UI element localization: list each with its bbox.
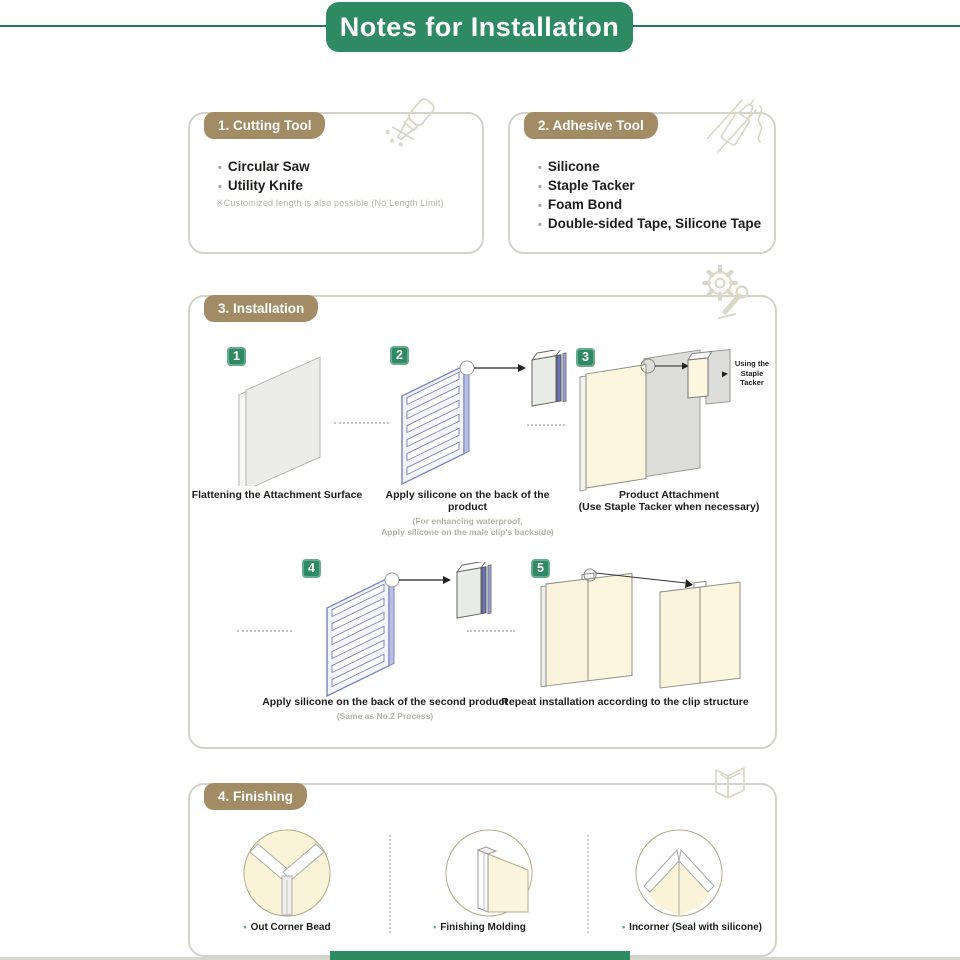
tool-name: Foam Bond bbox=[547, 197, 623, 212]
caption-subtext bbox=[260, 711, 510, 722]
finishing-section bbox=[188, 783, 777, 957]
corner-molding-icon bbox=[704, 762, 756, 814]
list-item bbox=[538, 177, 761, 196]
dotted-separator bbox=[237, 630, 292, 632]
bullet-icon: • bbox=[243, 922, 247, 932]
bullet-icon: • bbox=[538, 162, 542, 174]
caption-text: Product Attachment bbox=[619, 489, 719, 501]
finishing-molding-illustration bbox=[444, 828, 534, 918]
list-item bbox=[218, 177, 310, 196]
step1-caption bbox=[190, 489, 364, 501]
caption-text: Repeat installation according to the clip structure bbox=[501, 696, 749, 708]
bullet-icon: • bbox=[622, 922, 626, 932]
finishing-item-label: Out Corner Bead bbox=[250, 922, 331, 933]
step1-flat-panel-illustration bbox=[230, 344, 330, 486]
caption-text: Apply silicone on the back of the second product bbox=[262, 696, 508, 708]
list-item bbox=[218, 158, 310, 177]
bullet-icon: • bbox=[218, 181, 222, 193]
bullet-icon: • bbox=[538, 181, 542, 193]
step-number-badge: 1 bbox=[227, 347, 246, 366]
dotted-separator bbox=[334, 422, 389, 424]
caption-text: Flattening the Attachment Surface bbox=[191, 489, 363, 501]
annotation-line: Staple Tacker bbox=[740, 368, 764, 387]
list-item bbox=[538, 215, 761, 234]
adhesive-tool-section bbox=[508, 112, 776, 254]
step5-caption bbox=[500, 696, 750, 708]
incorner-illustration bbox=[634, 828, 724, 918]
dotted-separator bbox=[527, 424, 565, 426]
cutting-note: ※Customized length is also possible (No Length Limit) bbox=[216, 198, 444, 208]
cutting-tool-list bbox=[218, 158, 310, 196]
list-item bbox=[538, 196, 761, 215]
caption-subtext bbox=[365, 516, 570, 537]
staple-tacker-annotation bbox=[728, 359, 776, 388]
page-title: Notes for Installation bbox=[326, 2, 633, 52]
step-number-badge: 3 bbox=[576, 348, 595, 367]
footer-accent-bar bbox=[330, 951, 630, 960]
adhesive-tool-label: 2. Adhesive Tool bbox=[524, 112, 658, 139]
tool-name: Silicone bbox=[547, 159, 600, 174]
cutting-tool-section bbox=[188, 112, 484, 254]
step4-silicone-back-illustration bbox=[317, 562, 502, 712]
step-number-badge: 5 bbox=[531, 559, 550, 578]
bullet-icon: • bbox=[538, 219, 542, 231]
dotted-separator bbox=[467, 630, 515, 632]
bullet-icon: • bbox=[218, 162, 222, 174]
tool-name: Staple Tacker bbox=[547, 178, 635, 193]
tool-name: Circular Saw bbox=[227, 159, 310, 174]
subtext-line: Apply silicone on the male clip's backside) bbox=[381, 526, 554, 537]
installation-label: 3. Installation bbox=[204, 295, 318, 322]
annotation-line: Using the bbox=[734, 359, 770, 368]
finishing-item-label: Finishing Molding bbox=[440, 922, 526, 933]
tool-name: Utility Knife bbox=[227, 178, 303, 193]
dotted-vertical-separator bbox=[587, 835, 589, 933]
finishing-item-caption bbox=[402, 922, 557, 933]
step-number-badge: 2 bbox=[390, 346, 409, 365]
caption-text: (Use Staple Tacker when necessary) bbox=[578, 501, 760, 513]
caption-text: Apply silicone on the back of the product bbox=[385, 489, 550, 513]
dotted-vertical-separator bbox=[389, 835, 391, 933]
step3-caption bbox=[565, 489, 773, 513]
step4-caption bbox=[260, 696, 510, 722]
adhesive-tool-list bbox=[538, 158, 761, 234]
subtext-line: (Same as No.2 Process) bbox=[336, 711, 434, 721]
tool-name: Double-sided Tape, Silicone Tape bbox=[547, 216, 762, 231]
installation-section bbox=[188, 295, 777, 749]
cutting-tool-label: 1. Cutting Tool bbox=[204, 112, 325, 139]
silicone-tube-icon bbox=[702, 92, 770, 158]
finishing-label: 4. Finishing bbox=[204, 783, 307, 810]
step5-repeat-installation-illustration bbox=[540, 562, 750, 702]
finishing-item-label: Incorner (Seal with silicone) bbox=[629, 922, 762, 933]
finishing-item-caption bbox=[224, 922, 350, 933]
finishing-item-caption bbox=[607, 922, 777, 933]
subtext-line: (For enhancing waterproof, bbox=[412, 516, 523, 526]
step2-caption bbox=[365, 489, 570, 537]
bullet-icon: • bbox=[433, 922, 437, 932]
bullet-icon: • bbox=[538, 200, 542, 212]
utility-knife-icon bbox=[384, 94, 442, 158]
list-item bbox=[538, 158, 761, 177]
step-number-badge: 4 bbox=[302, 559, 321, 578]
out-corner-bead-illustration bbox=[242, 828, 332, 918]
gear-wrench-icon bbox=[695, 262, 757, 324]
